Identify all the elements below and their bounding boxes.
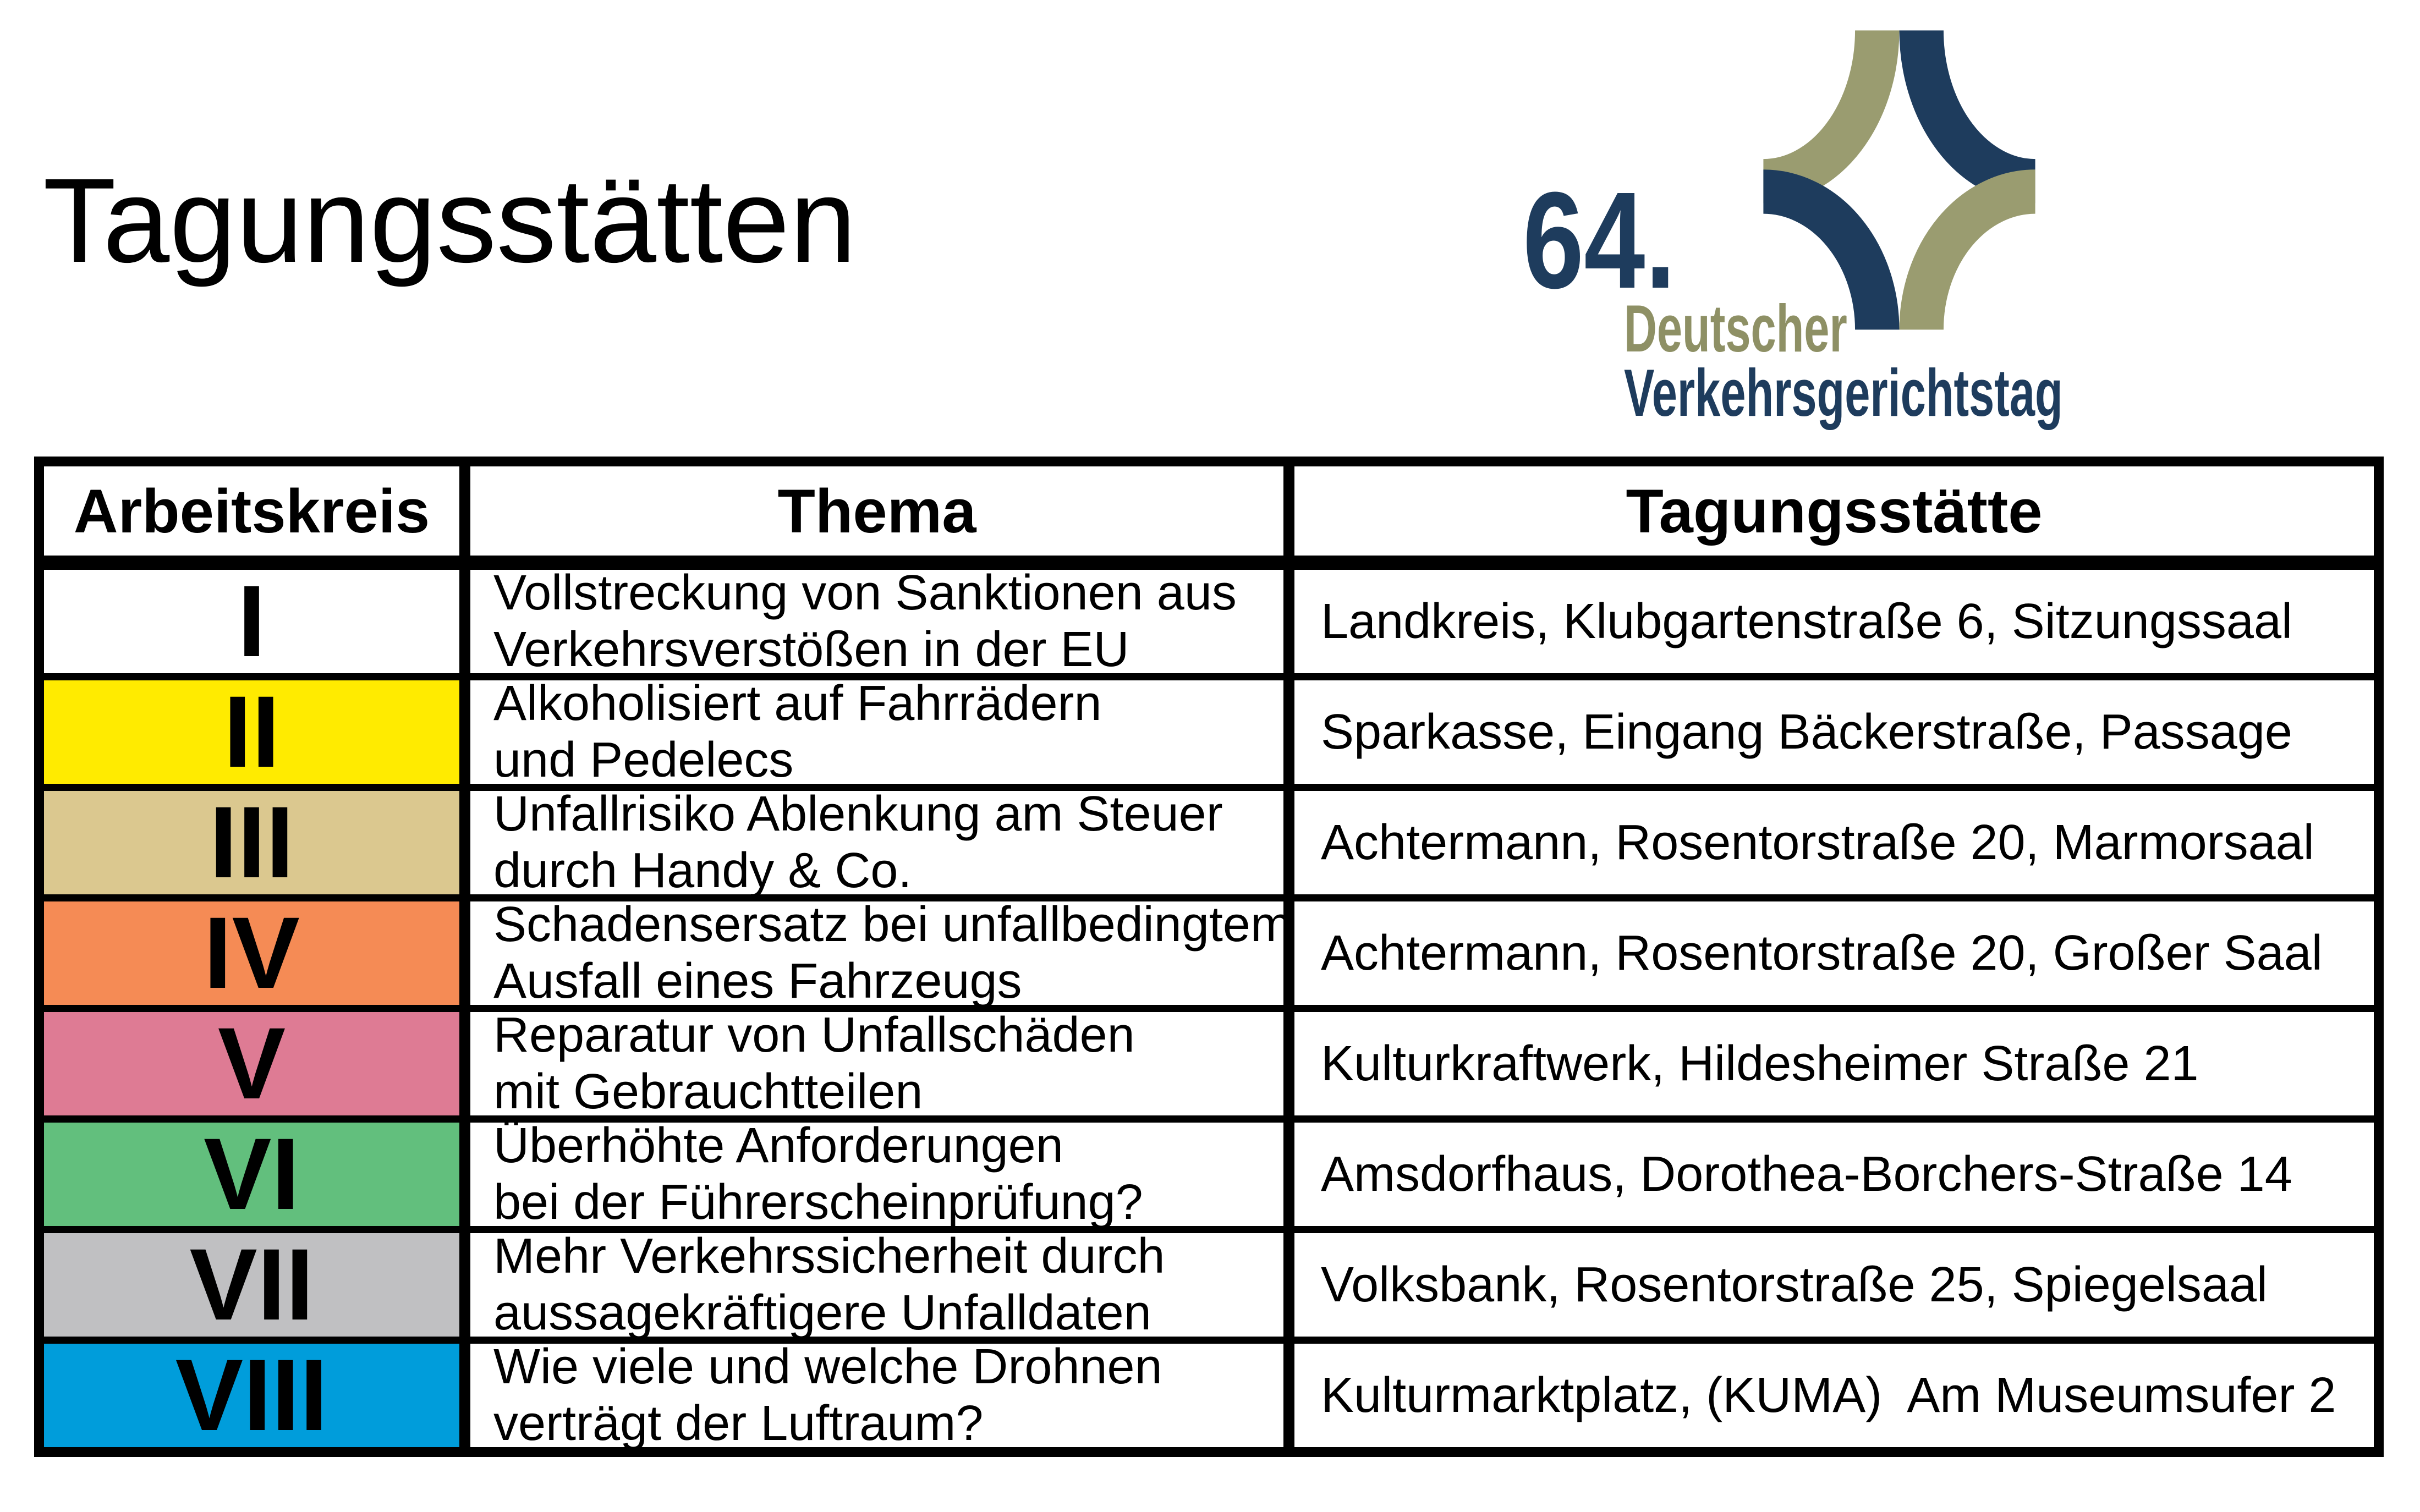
arbeitskreis-cell: II: [44, 680, 459, 784]
thema-line: Reparatur von Unfallschäden: [493, 1007, 1135, 1063]
thema-line: Ausfall eines Fahrzeugs: [493, 954, 1022, 1009]
thema-cell: [470, 1339, 1283, 1451]
venue-cell: Achtermann, Rosentorstraße 20, Marmorsaal: [1294, 791, 2374, 894]
venues-table: [34, 457, 2384, 1457]
thema-cell: [470, 1118, 1283, 1230]
thema-cell: [470, 897, 1292, 1009]
thema-cell: [470, 565, 1283, 677]
arbeitskreis-cell: I: [44, 570, 459, 673]
thema-line: und Pedelecs: [493, 733, 794, 788]
header-thema: Thema: [470, 466, 1283, 563]
thema-line: aussagekräftigere Unfalldaten: [493, 1285, 1151, 1340]
logo-number: 64.: [1523, 163, 1676, 317]
thema-line: Verkehrsverstößen in der EU: [493, 622, 1129, 677]
logo-subtitle-line1: Deutscher: [1624, 291, 1847, 366]
venue-cell: Achtermann, Rosentorstraße 20, Großer Saal: [1294, 901, 2374, 1005]
venue-cell: Amsdorfhaus, Dorothea-Borchers-Straße 14: [1294, 1123, 2374, 1226]
arbeitskreis-cell: IV: [44, 901, 459, 1005]
venue-cell: Kulturmarktplatz, (KUMA) Am Museumsufer 2: [1294, 1344, 2374, 1447]
venue-cell: Sparkasse, Eingang Bäckerstraße, Passage: [1294, 680, 2374, 784]
thema-line: mit Gebrauchtteilen: [493, 1064, 923, 1119]
venue-cell: Kulturkraftwerk, Hildesheimer Straße 21: [1294, 1012, 2374, 1115]
star-arc-top-left: [1763, 30, 1877, 181]
thema-cell: [470, 675, 1283, 788]
thema-line: Unfallrisiko Ablenkung am Steuer: [493, 786, 1223, 842]
thema-cell: [470, 1007, 1283, 1119]
arbeitskreis-cell: VI: [44, 1123, 459, 1226]
page-title: Tagungsstätten: [43, 154, 857, 288]
thema-cell: [470, 1228, 1283, 1340]
venue-cell: Landkreis, Klubgartenstraße 6, Sitzungssaal: [1294, 570, 2374, 673]
thema-line: Alkoholisiert auf Fahrrädern: [493, 675, 1102, 731]
header-arbeitskreis: Arbeitskreis: [44, 466, 459, 563]
star-arc-bottom-right: [1922, 191, 2035, 329]
logo-subtitle-line2: Verkehrsgerichtstag: [1624, 355, 2063, 430]
star-arc-top-right: [1922, 30, 2035, 181]
arbeitskreis-cell: V: [44, 1012, 459, 1115]
thema-line: bei der Führerscheinprüfung?: [493, 1175, 1143, 1230]
logo: [1507, 0, 2420, 457]
header-tagungsstaette: Tagungsstätte: [1294, 466, 2374, 563]
venue-cell: Volksbank, Rosentorstraße 25, Spiegelsaal: [1294, 1233, 2374, 1337]
thema-line: Mehr Verkehrssicherheit durch: [493, 1228, 1165, 1284]
arbeitskreis-cell: VIII: [44, 1344, 459, 1447]
thema-cell: [470, 786, 1283, 898]
thema-line: Wie viele und welche Drohnen: [493, 1339, 1162, 1394]
thema-line: Vollstreckung von Sanktionen aus: [493, 565, 1237, 620]
thema-line: Schadensersatz bei unfallbedingtem: [493, 897, 1292, 952]
thema-line: verträgt der Luftraum?: [493, 1396, 984, 1451]
arbeitskreis-cell: III: [44, 791, 459, 894]
thema-line: Überhöhte Anforderungen: [493, 1118, 1063, 1173]
arbeitskreis-cell: VII: [44, 1233, 459, 1337]
thema-line: durch Handy & Co.: [493, 843, 912, 898]
